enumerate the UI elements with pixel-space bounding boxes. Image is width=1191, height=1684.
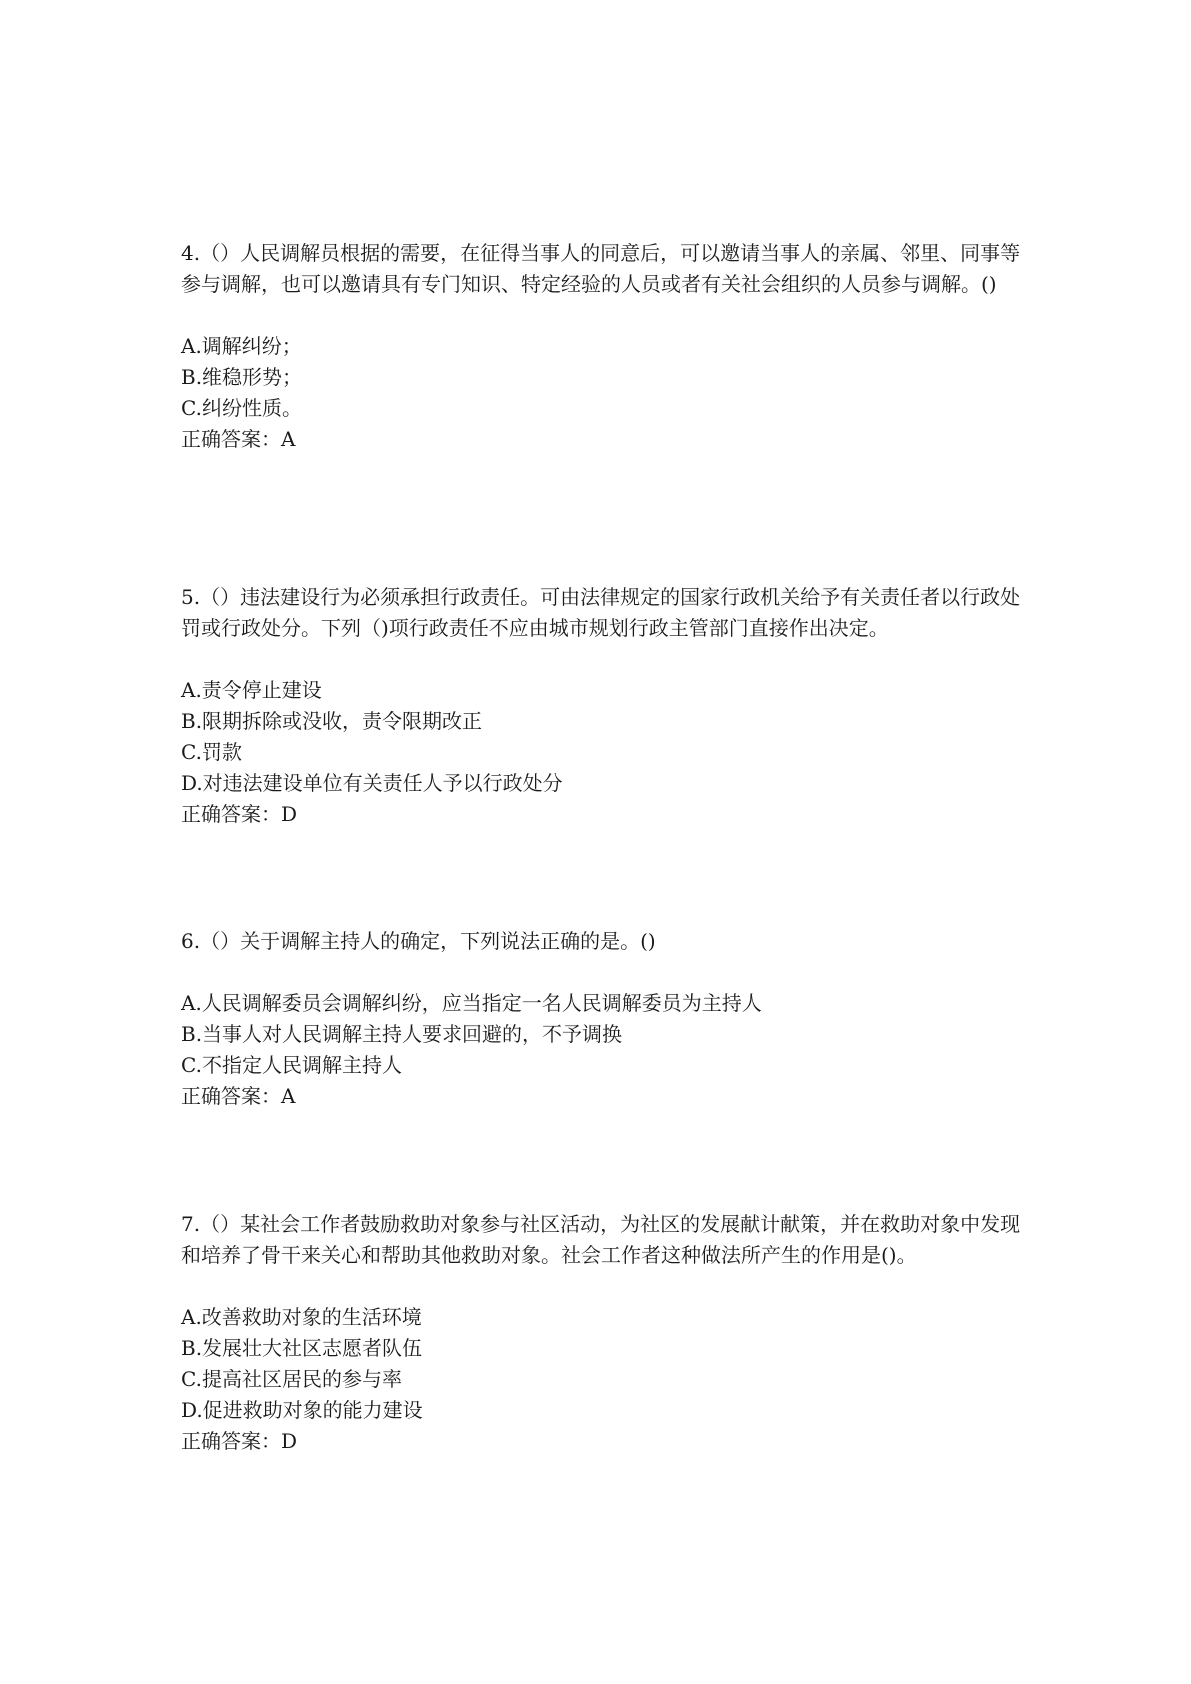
option-b: B.限期拆除或没收，责令限期改正 [181, 709, 483, 733]
option-list [181, 331, 1031, 455]
option-list [181, 675, 1031, 830]
option-c: C.提高社区居民的参与率 [181, 1367, 402, 1391]
option-a: A.调解纠纷； [181, 334, 302, 358]
correct-answer: 正确答案：D [181, 802, 298, 826]
question-stem: 4.（）人民调解员根据的需要，在征得当事人的同意后，可以邀请当事人的亲属、邻里、同事等参与调解，也可以邀请具有专门知识、特定经验的人员或者有关社会组织的人员参与调解。() [181, 241, 1021, 296]
correct-answer: 正确答案：D [181, 1429, 298, 1453]
option-b: B.维稳形势； [181, 365, 303, 389]
option-list [181, 1302, 1031, 1457]
question-stem: 5.（）违法建设行为必须承担行政责任。可由法律规定的国家行政机关给予有关责任者以行政处罚或行政处分。下列（)项行政责任不应由城市规划行政主管部门直接作出决定。 [181, 585, 1021, 640]
question-4 [181, 238, 1031, 455]
correct-answer: 正确答案：A [181, 427, 296, 451]
option-c: C.罚款 [181, 740, 242, 764]
option-c: C.不指定人民调解主持人 [181, 1053, 402, 1077]
option-list [181, 988, 1031, 1112]
option-d: D.对违法建设单位有关责任人予以行政处分 [181, 771, 563, 795]
option-b: B.发展壮大社区志愿者队伍 [181, 1336, 423, 1360]
question-6 [181, 926, 1031, 1112]
option-d: D.促进救助对象的能力建设 [181, 1398, 423, 1422]
option-a: A.人民调解委员会调解纠纷，应当指定一名人民调解委员为主持人 [181, 991, 762, 1015]
correct-answer: 正确答案：A [181, 1084, 296, 1108]
option-a: A.改善救助对象的生活环境 [181, 1305, 422, 1329]
question-stem: 7.（）某社会工作者鼓励救助对象参与社区活动，为社区的发展献计献策，并在救助对象中发现和培养了骨干来关心和帮助其他救助对象。社会工作者这种做法所产生的作用是()。 [181, 1212, 1021, 1267]
option-c: C.纠纷性质。 [181, 396, 302, 420]
question-7 [181, 1209, 1031, 1457]
question-5 [181, 582, 1031, 830]
option-b: B.当事人对人民调解主持人要求回避的，不予调换 [181, 1022, 623, 1046]
option-a: A.责令停止建设 [181, 678, 322, 702]
question-stem: 6.（）关于调解主持人的确定，下列说法正确的是。() [181, 929, 656, 953]
